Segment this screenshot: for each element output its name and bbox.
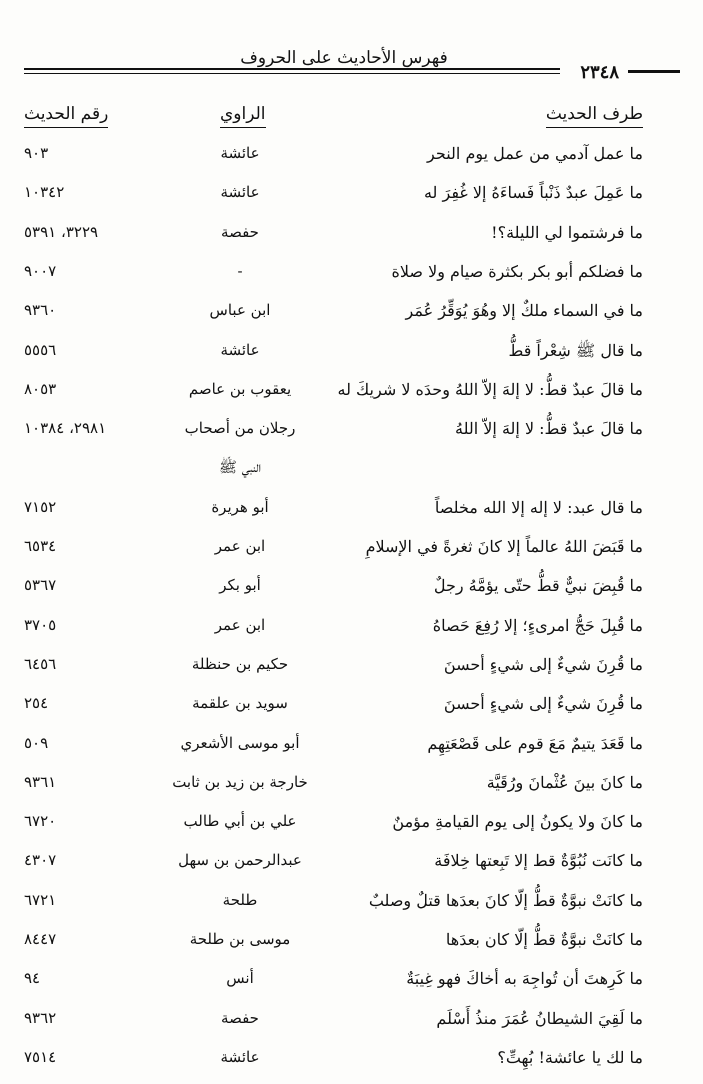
- hadith-number: ٢٩٨١، ١٠٣٨٤: [24, 419, 107, 438]
- header-rule: [24, 68, 560, 70]
- index-row: [0, 140, 703, 174]
- hadith-number: ٨٤٤٧: [24, 930, 57, 948]
- hadith-number: ٦٤٥٦: [24, 654, 57, 673]
- running-title: فهرس الأحاديث على الحروف: [240, 48, 448, 68]
- index-row: [0, 808, 703, 842]
- narrator: أبو موسى الأشعري: [180, 733, 300, 752]
- index-row: [0, 297, 703, 331]
- index-row: [0, 690, 703, 724]
- page-header: [24, 46, 680, 86]
- index-row: [0, 1005, 703, 1039]
- hadith-text: ما لك يا عائشة! بُهِتِّ؟: [497, 1047, 643, 1067]
- hadith-number: ٩٣٦٢: [24, 1008, 57, 1027]
- hadith-text: ما كانَ ولا يكونُ إلى يوم القيامةِ مؤمنٌ: [392, 812, 643, 832]
- index-row: [0, 376, 703, 410]
- hadith-number: ٥٥٥٦: [24, 340, 57, 359]
- index-row: [0, 651, 703, 685]
- column-header-narrator: الراوي: [220, 104, 266, 128]
- hadith-text: ما في السماء ملكٌ إلا وهُوَ يُوَقِّرُ عُمَر: [405, 301, 643, 321]
- narrator: علي بن أبي طالب: [183, 812, 297, 831]
- hadith-text: ما كانَتْ نبوَّةٌ قطُّ إلّا كانَ بعدَها قتلٌ وصلبٌ: [368, 890, 643, 910]
- hadith-text: ما قَعَدَ يتيمٌ مَعَ قوم على قَصْعَتِهِم: [427, 733, 643, 753]
- hadith-number: ٦٥٣٤: [24, 537, 57, 555]
- hadith-number: ٧٥١٤: [24, 1047, 57, 1066]
- page-number: ٢٣٤٨: [574, 62, 625, 83]
- narrator: أنس: [226, 969, 254, 988]
- narrator: عائشة: [220, 183, 260, 202]
- narrator: عبدالرحمن بن سهل: [178, 851, 302, 870]
- column-header-hadith: طرف الحديث: [546, 104, 643, 128]
- hadith-text: ما قالَ عبدٌ قطُّ: لا إلهَ إلاّ اللهُ: [455, 419, 643, 439]
- hadith-text: ما كَرِهتَ أن تُواجِهَ به أخاكَ فهو غِيبَةٌ: [406, 969, 643, 989]
- index-row: [0, 1044, 703, 1078]
- index-row: [0, 494, 703, 528]
- hadith-number: ٢٥٤: [24, 694, 49, 713]
- hadith-text: ما قُبِضَ نبيٌّ قطُّ حتّى يؤمَّهُ رجلٌ: [433, 576, 643, 596]
- hadith-number: ٦٧٢٠: [24, 812, 57, 831]
- hadith-number: ٩٣٦١: [24, 772, 57, 791]
- hadith-number: ٤٣٠٧: [24, 851, 57, 870]
- index-row: [0, 219, 703, 253]
- hadith-text: ما قُبِلَ حَجُّ امرىءٍ؛ إلا رُفِعَ حَصاهُ: [432, 615, 643, 635]
- narrator: طلحة: [222, 890, 258, 909]
- narrator: النبي ﷺ: [218, 458, 262, 477]
- hadith-number: ٩٠٠٧: [24, 261, 57, 280]
- hadith-text: ما فرشتموا لي الليلة؟!: [491, 222, 643, 242]
- header-rule-short: [628, 70, 680, 73]
- column-header-number: رقم الحديث: [24, 104, 108, 128]
- index-row: [0, 769, 703, 803]
- hadith-text: ما قالَ عبدٌ قطُّ: لا إلهَ إلاّ اللهُ وحدَه لا شريكَ له: [337, 379, 643, 399]
- narrator: أبو بكر: [219, 576, 261, 595]
- hadith-number: ٩٤: [24, 969, 41, 988]
- hadith-number: ٨٠٥٣: [24, 379, 57, 398]
- hadith-number: ٥٣٦٧: [24, 576, 57, 595]
- hadith-text: ما عمل آدمي من عمل يوم النحر: [427, 144, 643, 163]
- narrator: موسى بن طلحة: [189, 930, 291, 948]
- index-row: [0, 887, 703, 921]
- index-row: [0, 179, 703, 213]
- index-row: [0, 926, 703, 960]
- index-row: [0, 730, 703, 764]
- hadith-number: ١٠٣٤٢: [24, 183, 65, 202]
- narrator: رجلان من أصحاب: [184, 419, 296, 438]
- hadith-text: ما كانَت نُبُوَّةٌ قط إلا تَبِعتها خِلافَة: [434, 851, 643, 871]
- narrator: حفصة: [221, 222, 259, 241]
- narrator: ابن عمر: [214, 615, 266, 634]
- hadith-text: ما قَبَضَ اللهُ عالماً إلا كانَ ثغرةً في الإسلامِ: [365, 537, 643, 556]
- index-row: [0, 415, 703, 449]
- narrator: عائشة: [220, 1047, 260, 1066]
- narrator: سويد بن علقمة: [192, 694, 288, 713]
- hadith-text: ما كانَتْ نبوَّةٌ قطُّ إلّا كان بعدَها: [445, 930, 643, 949]
- hadith-text: ما قال عبد: لا إله إلا الله مخلصاً: [434, 497, 643, 517]
- narrator: عائشة: [220, 340, 260, 359]
- hadith-text: ما قُرِنَ شيءٌ إلى شيءٍ أحسنَ: [443, 694, 643, 714]
- narrator: عائشة: [220, 144, 260, 162]
- narrator: أبو هريرة: [211, 497, 269, 516]
- narrator: حفصة: [221, 1008, 259, 1027]
- narrator: خارجة بن زيد بن ثابت: [172, 772, 308, 791]
- hadith-text: ما قال ﷺ شِعْراً قطُّ: [508, 340, 643, 360]
- index-row: [0, 533, 703, 567]
- hadith-number: ٣٢٢٩، ٥٣٩١: [24, 222, 99, 241]
- index-row: [0, 258, 703, 292]
- hadith-number: ٩٣٦٠: [24, 301, 57, 320]
- hadith-text: ما فضلكم أبو بكر بكثرة صيام ولا صلاة: [391, 261, 643, 281]
- narrator: يعقوب بن عاصم: [188, 379, 292, 398]
- hadith-text: ما عَمِلَ عبدٌ ذَنْباً فَساءَهُ إلا غُفِرَ له: [423, 183, 643, 203]
- header-rule-thin: [24, 73, 560, 74]
- narrator: حكيم بن حنظلة: [191, 654, 289, 673]
- narrator: ابن عباس: [209, 301, 271, 320]
- hadith-number: ٥٠٩: [24, 733, 49, 752]
- hadith-text: ما قُرِنَ شيءٌ إلى شيءٍ أحسنَ: [443, 654, 643, 674]
- index-row: [0, 337, 703, 371]
- hadith-text: ما كانَ بينَ عُثْمانَ ورُقَيَّة: [486, 772, 643, 792]
- index-row: [0, 454, 703, 488]
- index-row: [0, 847, 703, 881]
- narrator: -: [237, 261, 243, 280]
- hadith-text: ما لَقِيَ الشيطانُ عُمَرَ منذُ أَسْلَم: [436, 1008, 643, 1028]
- narrator: ابن عمر: [214, 537, 266, 555]
- index-row: [0, 965, 703, 999]
- hadith-number: ٧١٥٢: [24, 497, 57, 516]
- hadith-number: ٣٧٠٥: [24, 615, 57, 634]
- hadith-number: ٦٧٢١: [24, 890, 57, 909]
- hadith-number: ٩٠٣: [24, 144, 49, 162]
- index-row: [0, 612, 703, 646]
- index-row: [0, 572, 703, 606]
